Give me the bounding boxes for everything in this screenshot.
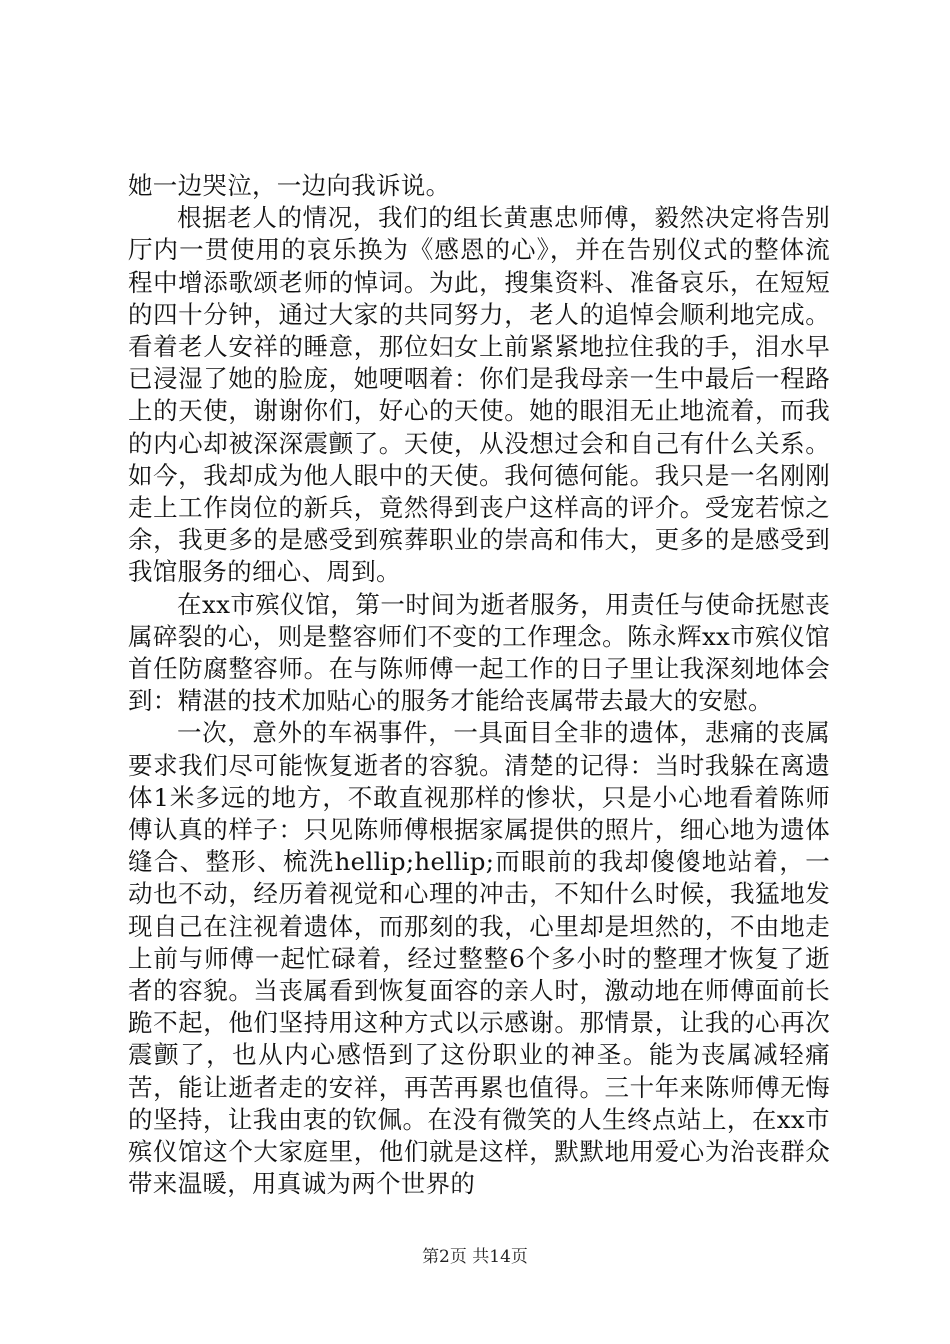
paragraph-work-philosophy: 在xx市殡仪馆，第一时间为逝者服务，用责任与使命抚慰丧属碎裂的心，则是整容师们不变的工作理念。陈永辉xx市殡仪馆首任防腐整容师。在与陈师傅一起工作的日子里让我深刻地体会到：精湛的技术加贴心的服务才能给丧属带去最大的安慰。 bbox=[128, 589, 830, 716]
paragraph-car-accident: 一次，意外的车祸事件，一具面目全非的遗体，悲痛的丧属要求我们尽可能恢复逝者的容貌。清楚的记得：当时我躲在离遗体1米多远的地方，不敢直视那样的惨状，只是小心地看着陈师傅认真的样子：只见陈师傅根据家属提供的照片，细心地为遗体缝合、整形、梳洗hellip;hellip;而眼前的我却傻傻地站着，一动也不动，经历着视觉和心理的冲击，不知什么时候，我猛地发现自己在注视着遗体，而那刻的我，心里却是坦然的，不由地走上前与师傅一起忙碌着，经过整整6个多小时的整理才恢复了逝者的容貌。当丧属看到恢复面容的亲人时，激动地在师傅面前长跪不起，他们坚持用这种方式以示感谢。那情景，让我的心再次震颤了，也从内心感悟到了这份职业的神圣。能为丧属减轻痛苦，能让逝者走的安祥，再苦再累也值得。三十年来陈师傅无悔的坚持，让我由衷的钦佩。在没有微笑的人生终点站上，在xx市殡仪馆这个大家庭里，他们就是这样，默默地用爱心为治丧群众带来温暖，用真诚为两个世界的 bbox=[128, 718, 831, 1199]
page-number-footer: 第2页 共14页 bbox=[422, 1247, 528, 1267]
document-body bbox=[128, 170, 830, 1201]
paragraph-continuation: 她一边哭泣，一边向我诉说。 bbox=[128, 171, 451, 200]
paragraph-memorial-service: 根据老人的情况，我们的组长黄惠忠师傅，毅然决定将告别厅内一贯使用的哀乐换为《感恩的心》，并在告别仪式的整体流程中增添歌颂老师的悼词。为此，搜集资料、准备哀乐，在短短的四十分钟，通过大家的共同努力，老人的追悼会顺利地完成。看着老人安祥的睡意，那位妇女上前紧紧地拉住我的手，泪水早已浸湿了她的脸庞，她哽咽着：你们是我母亲一生中最后一程路上的天使，谢谢你们，好心的天使。她的眼泪无止地流着，而我的内心却被深深震颤了。天使，从没想过会和自己有什么关系。如今，我却成为他人眼中的天使。我何德何能。我只是一名刚刚走上工作岗位的新兵，竟然得到丧户这样高的评介。受宠若惊之余，我更多的是感受到殡葬职业的崇高和伟大，更多的是感受到我馆服务的细心、周到。 bbox=[128, 203, 830, 587]
